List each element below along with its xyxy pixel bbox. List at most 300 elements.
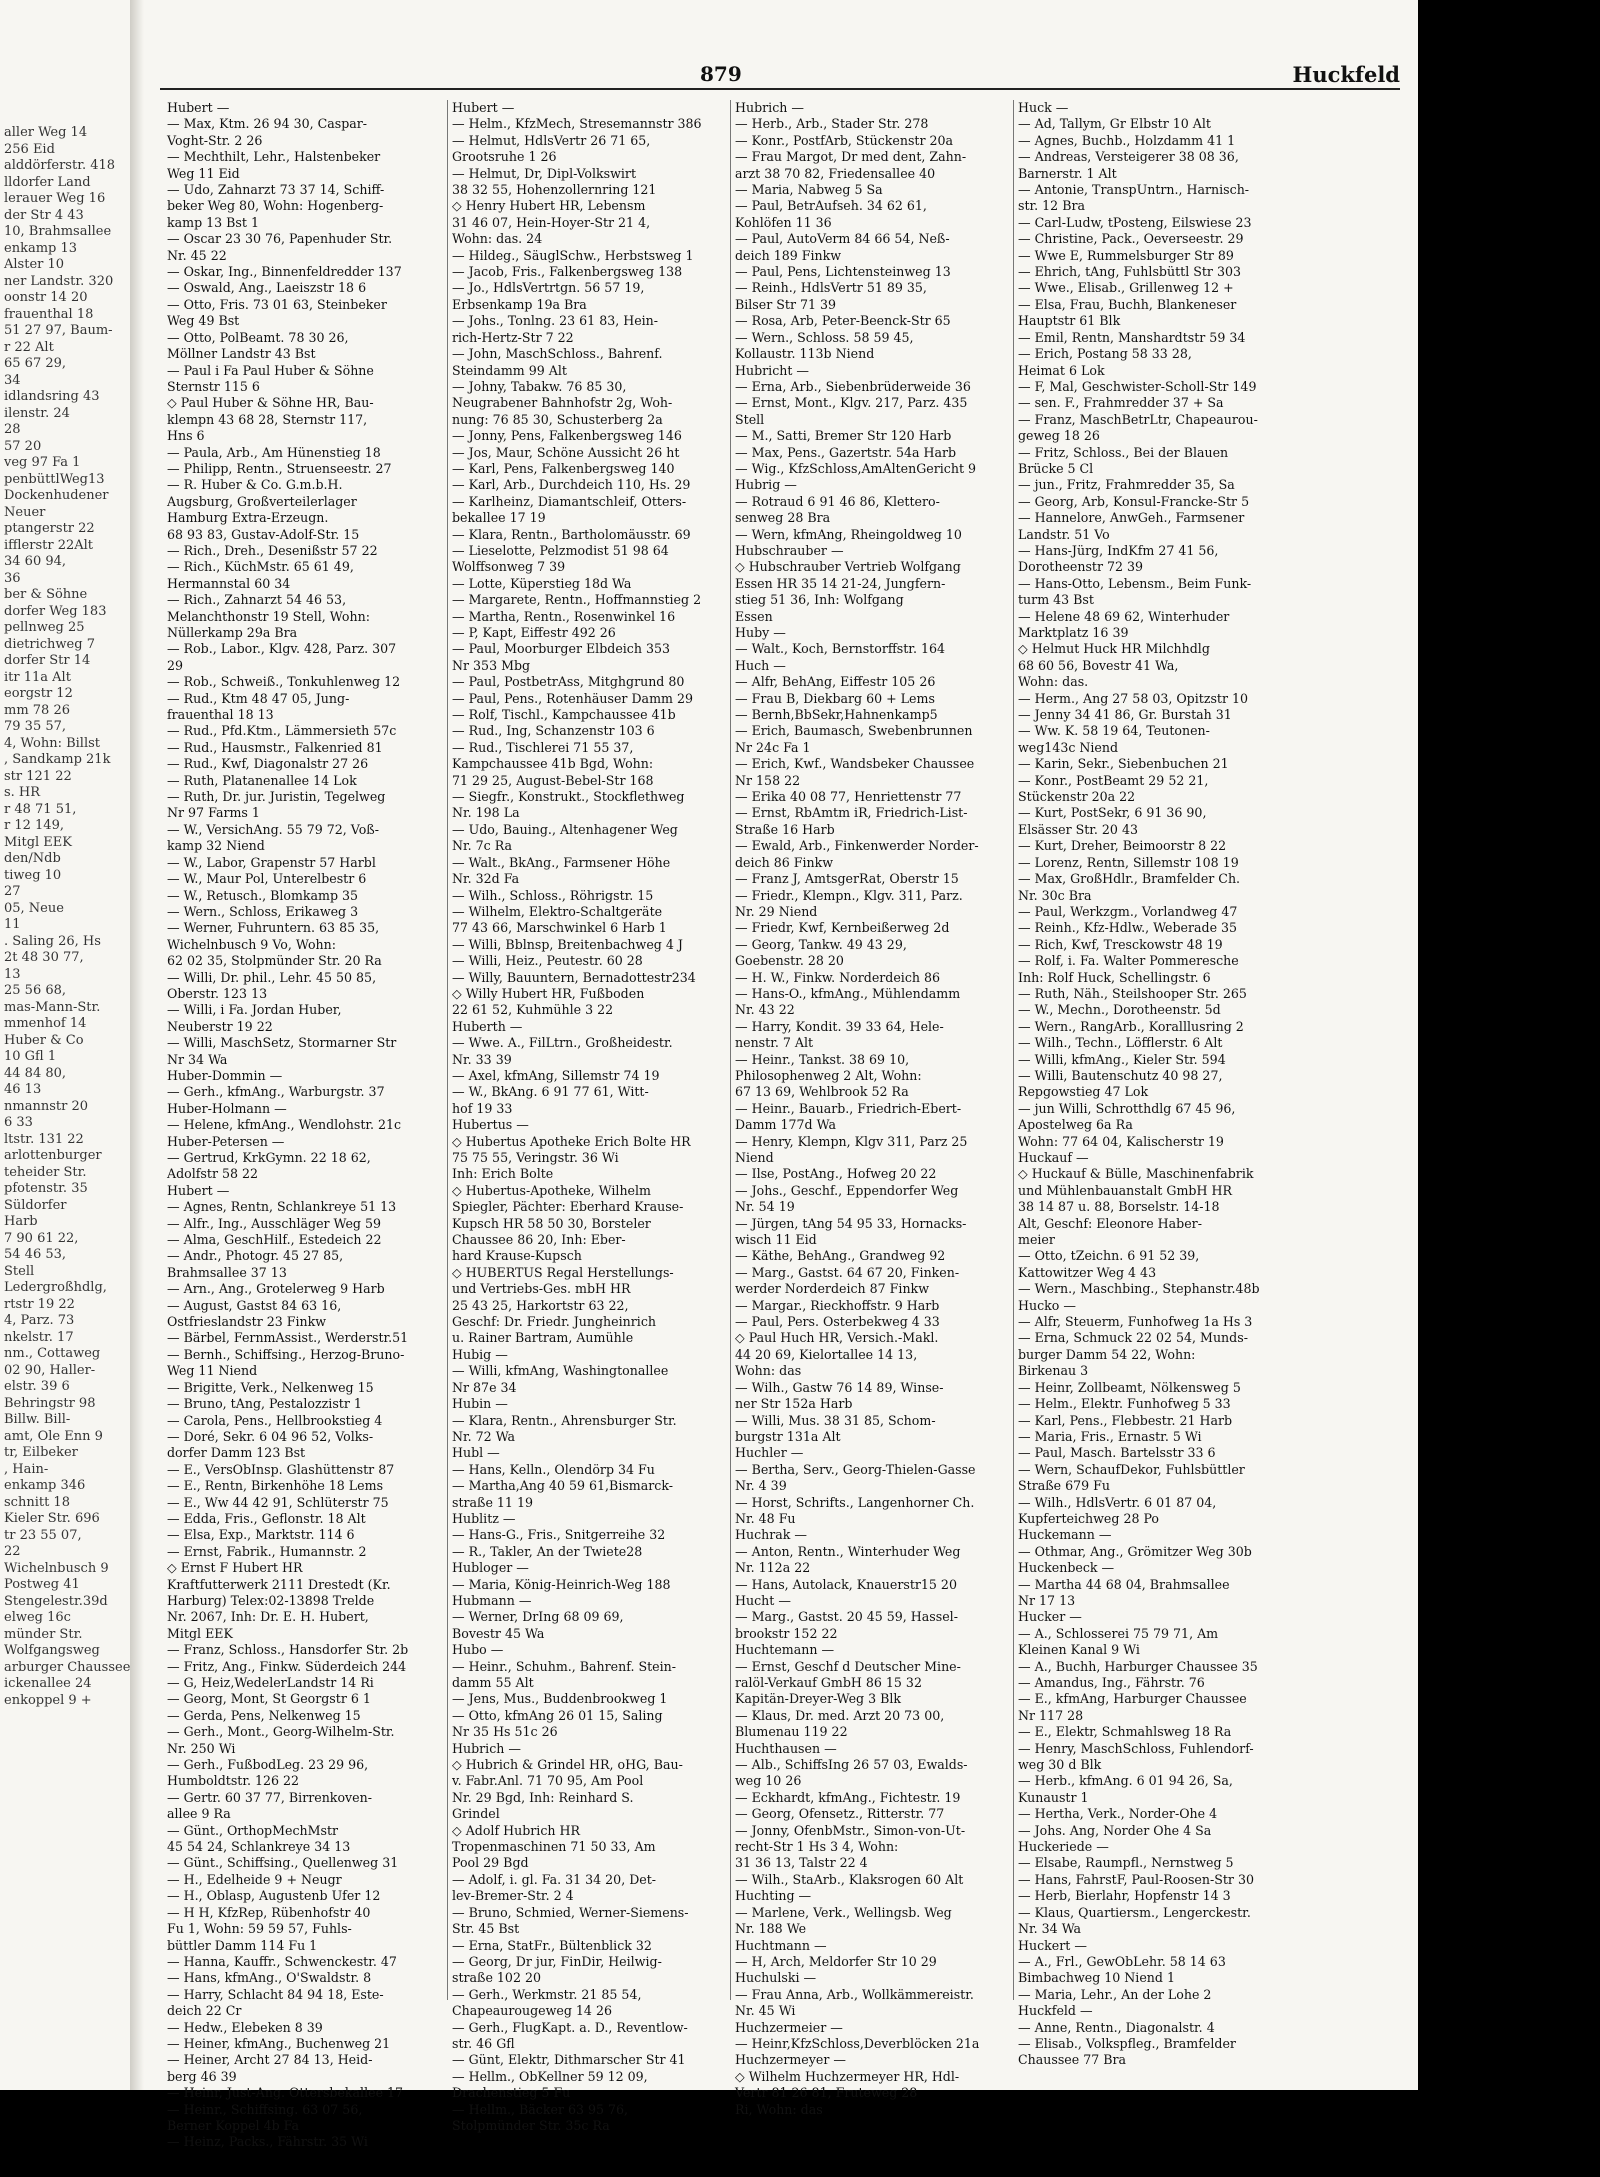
listing-line: — Willi, Bblnsp, Breitenbachweg 4 J [452,936,683,952]
listing-line: — Johs. Ang, Norder Ohe 4 Sa [1018,1822,1212,1838]
listing-line: Dorotheenstr 72 39 [1018,559,1144,575]
listing-line: Kraftfutterwerk 2111 Drestedt (Kr. [167,1576,391,1592]
listing-line: — Paul, Pers. Osterbekweg 4 33 [735,1314,940,1330]
listing-line: — Anne, Rentn., Diagonalstr. 4 [1018,2019,1215,2035]
fragment-line: 79 35 57, [4,719,67,734]
listing-line: — G, Heiz,WedelerLandstr 14 Ri [167,1675,374,1690]
listing-line: Nr. 45 Wi [735,2003,796,2019]
listing-line: — Georg, Arb, Konsul-Francke-Str 5 [1018,493,1250,509]
listing-line: — Hans-O., kfmAng., Mühlendamm [735,985,961,1001]
listing-line: Wohn: das. [1018,674,1089,690]
listing-line: büttler Damm 114 Fu 1 [167,1937,318,1953]
listing-line: — R., Takler, An der Twiete28 [452,1543,643,1559]
listing-line: — Martha, Rentn., Rosenwinkel 16 [452,608,676,624]
listing-line: — Bertha, Serv., Georg-Thielen-Gasse [735,1461,976,1477]
listing-line: Oberstr. 123 13 [167,985,268,1001]
listing-line: — Wilh., StaArb., Klaksrogen 60 Alt [735,1871,964,1887]
listing-line: — Bärbel, FernmAssist., Werderstr.51 [167,1330,409,1346]
listing-line: — Ernst, Geschf d Deutscher Mine- [735,1658,961,1674]
listing-line: — Willi, i Fa. Jordan Huber, [167,1002,342,1018]
listing-line: — Brigitte, Verk., Nelkenweg 15 [167,1379,374,1395]
listing-line: Hubrich — [735,100,804,115]
listing-line: Weg 11 Eid [167,165,240,181]
listing-line: Nr. 198 La [452,805,520,821]
fragment-line: mm 78 26 [4,702,71,718]
directory-column-3 [730,100,1011,2117]
fragment-line: enkoppel 9 + [4,1692,92,1708]
listing-line: — Maria, König-Heinrich-Weg 188 [452,1576,671,1592]
listing-line: Huchler — [735,1445,804,1461]
listing-line: — Ww. K. 58 19 64, Teutonen- [1018,723,1210,739]
listing-line: — Georg, Dr jur, FinDir, Heilwig- [452,1953,662,1969]
listing-line: Nr 17 13 [1018,1592,1076,1608]
listing-line: — Rud., Tischlerei 71 55 37, [452,739,634,755]
listing-line: ◇ Henry Hubert HR, Lebensm [452,198,646,214]
listing-line: — A., Frl., GewObLehr. 58 14 63 [1018,1953,1226,1969]
listing-line: — Gertr. 60 37 77, Birrenkoven- [167,1789,372,1805]
listing-line: Nr. 32d Fa [452,871,520,887]
fragment-line: Postweg 41 [4,1577,80,1592]
listing-line: — Othmar, Ang., Grömitzer Weg 30b [1018,1543,1252,1559]
listing-line: Nr. 7c Ra [452,838,513,854]
listing-line: Nr. 188 We [735,1921,807,1937]
listing-line: Ostfrieslandstr 23 Finkw [167,1314,327,1330]
listing-line: — Wwe., Elisab., Grillenweg 12 + [1018,280,1234,296]
listing-line: — Otto, kfmAng 26 01 15, Saling [452,1707,663,1723]
fragment-line: r 12 149, [4,818,64,833]
listing-line: — Jens, Mus., Buddenbrookweg 1 [452,1691,668,1707]
listing-line: — Lorenz, Rentn, Sillemstr 108 19 [1018,854,1239,870]
listing-line: Hubricht — [735,362,810,378]
listing-line: Huby — [735,625,786,640]
fragment-line: . Saling 26, Hs [4,933,101,949]
listing-line: — Maria, Nabweg 5 Sa [735,182,883,198]
listing-line: Inh: Rolf Huck, Schellingstr. 6 [1018,969,1211,985]
listing-line: — Bernh,BbSekr,Hahnenkamp5 [735,707,938,723]
listing-line: Hns 6 [167,428,205,444]
listing-line: — Werner, DrIng 68 09 69, [452,1609,624,1625]
listing-line: — Erich, Baumasch, Swebenbrunnen [735,723,973,739]
listing-line: — E., Ww 44 42 91, Schlüterstr 75 [167,1494,389,1510]
listing-line: — Heiner, Archt 27 84 13, Heid- [167,2052,373,2068]
listing-line: — Amandus, Ing., Fährstr. 76 [1018,1675,1205,1690]
listing-line: — Hertha, Verk., Norder-Ohe 4 [1018,1806,1218,1822]
listing-line: — Willi, MaschSetz, Stormarner Str [167,1035,397,1051]
listing-line: — W., VersichAng. 55 79 72, Voß- [167,821,379,837]
listing-line: — Paula, Arb., Am Hünenstieg 18 [167,444,381,460]
listing-line: — Wern, kfmAng, Rheingoldweg 10 [735,526,962,542]
listing-line: weg143c Niend [1018,739,1119,755]
fragment-line: den/Ndb [4,851,61,866]
listing-line: — Wwe. A., FilLtrn., Großheidestr. [452,1035,673,1051]
fragment-line: , Sandkamp 21k [4,752,111,767]
listing-line: — Andreas, Versteigerer 38 08 36, [1018,149,1239,165]
listing-line: Hublitz — [452,1510,516,1526]
fragment-line: Ledergroßhdlg, [4,1280,107,1295]
listing-line: — Max, GroßHdlr., Bramfelder Ch. [1018,871,1241,887]
listing-line: — Paul, Pens., Rotenhäuser Damm 29 [452,690,693,706]
listing-line: — Rolf, i. Fa. Walter Pommeresche [1018,953,1239,969]
listing-line: — Erna, Schmuck 22 02 54, Munds- [1018,1330,1248,1346]
listing-line: 75 75 55, Veringstr. 36 Wi [452,1150,619,1165]
listing-line: — Georg, Mont, St Georgstr 6 1 [167,1691,371,1707]
fragment-line: 46 13 [4,1082,42,1097]
listing-line: — Franz, MaschBetrLtr, Chapeaurou- [1018,411,1258,427]
listing-line: Neuberstr 19 22 [167,1018,273,1034]
listing-line: — Christine, Pack., Oeverseestr. 29 [1018,231,1244,247]
listing-line: Kapitän-Dreyer-Weg 3 Blk [735,1691,902,1707]
fragment-line: arlottenburger [4,1148,102,1163]
listing-line: — P, Kapt, Eiffestr 492 26 [452,625,616,640]
fragment-line: 36 [4,570,21,586]
listing-line: — Rud., Kwf, Diagonalstr 27 26 [167,756,369,772]
fragment-line: dorfer Str 14 [4,653,91,668]
listing-line: ◇ Hubertus Apotheke Erich Bolte HR [452,1133,691,1149]
listing-line: — Jo., HdlsVertrtgn. 56 57 19, [452,280,645,296]
listing-line: — Otto, Fris. 73 01 63, Steinbeker [167,296,387,312]
listing-line: 25 43 25, Harkortstr 63 22, [452,1297,629,1313]
listing-line: Nr. 45 22 [167,247,227,263]
listing-line: Kunaustr 1 [1018,1789,1089,1805]
listing-line: — Hans-G., Fris., Snitgerreihe 32 [452,1527,666,1543]
listing-line: Bilser Str 71 39 [735,296,837,312]
fragment-line: 256 Eid [4,141,55,157]
listing-line: — Günt., Schiffsing., Quellenweg 31 [167,1855,399,1871]
fragment-line: ptangerstr 22 [4,521,95,536]
listing-line: — Hildeg., SäuglSchw., Herbstsweg 1 [452,247,694,263]
fragment-line: enkamp 13 [4,240,78,256]
listing-line: Hubrig — [735,477,797,493]
listing-line: — R. Huber & Co. G.m.b.H. [167,477,343,493]
listing-line: 31 36 13, Talstr 22 4 [735,1855,868,1871]
listing-line: — Paul, AutoVerm 84 66 54, Neß- [735,231,950,247]
listing-line: Berner Koppel 4b Fa [167,2117,300,2133]
listing-line: Nr. 48 Fu [735,1510,796,1526]
listing-line: — Maria, Fris., Ernastr. 5 Wi [1018,1428,1202,1444]
listing-line: — Heinr,KfzSchloss,Deverblöcken 21a [735,2035,980,2051]
listing-line: Kupsch HR 58 50 30, Borsteler [452,1215,651,1231]
listing-line: — Rich., KüchMstr. 65 61 49, [167,559,354,575]
listing-line: — Carola, Pens., Hellbrookstieg 4 [167,1412,383,1428]
page-number: 879 [700,62,742,86]
listing-line: — Andr., Photogr. 45 27 85, [167,1248,344,1264]
page-gutter [130,0,144,2090]
listing-line: 77 43 66, Marschwinkel 6 Harb 1 [452,920,667,936]
listing-line: Huck — [1018,100,1069,115]
listing-line: — Johs., Tonlng. 23 61 83, Hein- [452,313,659,329]
listing-line: Hubert — [167,1182,230,1198]
listing-line: Hubin — [452,1396,508,1412]
listing-line: — Franz J, AmtsgerRat, Oberstr 15 [735,871,959,887]
listing-line: — Karl, Arb., Durchdeich 110, Hs. 29 [452,477,691,493]
listing-line: — Heinr., Schuhm., Bahrenf. Stein- [452,1658,676,1674]
listing-line: — Adolf, i. gl. Fa. 31 34 20, Det- [452,1871,657,1887]
listing-line: ◇ Huckauf & Bülle, Maschinenfabrik [1018,1166,1254,1182]
listing-line: ◇ HUBERTUS Regal Herstellungs- [452,1264,674,1280]
listing-line: Chaussee 86 20, Inh: Eber- [452,1232,626,1248]
listing-line: 31 46 07, Hein-Hoyer-Str 21 4, [452,214,651,230]
fragment-line: Süldorfer [4,1197,67,1213]
listing-line: Brahmsallee 37 13 [167,1264,287,1280]
listing-line: 38 32 55, Hohenzollernring 121 [452,182,657,198]
listing-line: Grootsruhe 1 26 [452,149,557,165]
listing-line: Stückenstr 20a 22 [1018,789,1136,805]
listing-line: 38 14 87 u. 88, Borselstr. 14-18 [1018,1199,1220,1215]
listing-line: — Gerh., kfmAng., Warburgstr. 37 [167,1084,385,1100]
listing-line: kamp 32 Niend [167,838,265,854]
listing-line: — Helm., Elektr. Funhofweg 5 33 [1018,1396,1231,1412]
listing-line: — Johs., Geschf., Eppendorfer Weg [735,1182,959,1198]
fragment-line: teheider Str. [4,1164,87,1180]
fragment-line: Behringstr 98 [4,1395,96,1411]
fragment-line: nmannstr 20 [4,1098,88,1114]
listing-line: — Max, Pens., Gazertstr. 54a Harb [735,444,957,460]
listing-line: — Harry, Schlacht 84 94 18, Este- [167,1986,384,2002]
listing-line: — E., VersObInsp. Glashüttenstr 87 [167,1461,395,1477]
listing-line: Hubloger — [452,1560,529,1576]
listing-line: Huchzermeier — [735,2019,843,2035]
fragment-line: pfotenstr. 35 [4,1181,88,1196]
listing-line: — Reinh., HdlsVertr 51 89 35, [735,280,927,296]
listing-line: Sternstr 115 6 [167,378,260,394]
listing-line: Huber-Petersen — [167,1133,285,1149]
listing-line: — Otto, PolBeamt. 78 30 26, [167,329,349,345]
listing-line: werder Norderdeich 87 Finkw [735,1281,929,1297]
listing-line: Weg 11 Niend [167,1363,258,1379]
listing-line: Huckert — [1018,1937,1087,1953]
listing-line: — Frau Anna, Arb., Wollkämmereistr. [735,1986,974,2002]
listing-line: stieg 51 36, Inh: Wolfgang [735,592,904,608]
listing-line: deich 189 Finkw [735,247,842,263]
listing-line: — Fritz, Ang., Finkw. Süderdeich 244 [167,1658,407,1674]
listing-line: Humboldtstr. 126 22 [167,1773,300,1789]
listing-line: — Käthe, BehAng., Grandweg 92 [735,1248,946,1264]
listing-line: Nr. 4 39 [735,1478,787,1494]
listing-line: — Erna, StatFr., Bültenblick 32 [452,1937,652,1953]
listing-line: 22 61 52, Kuhmühle 3 22 [452,1002,614,1018]
listing-line: — Ewald, Arb., Finkenwerder Norder- [735,838,979,854]
fragment-line: , Hain- [4,1461,49,1477]
listing-line: Fu 1, Wohn: 59 59 57, Fuhls- [167,1921,352,1937]
listing-line: — Hanna, Kauffr., Schwenckestr. 47 [167,1953,397,1969]
fragment-line: pellnweg 25 [4,620,85,635]
listing-line: allee 9 Ra [167,1806,231,1822]
fragment-line: elweg 16c [4,1610,71,1625]
fragment-line: aller Weg 14 [4,125,88,140]
listing-line: — Willy, Bauuntern, Bernadottestr234 [452,969,696,985]
listing-line: — Alfr, Steuerm, Funhofweg 1a Hs 3 [1018,1314,1253,1330]
listing-line: — Rich., Zahnarzt 54 46 53, [167,592,347,608]
fragment-line: 10 Gfl 1 [4,1049,57,1064]
listing-line: ner Str 152a Harb [735,1396,853,1412]
listing-line: senweg 28 Bra [735,510,831,526]
listing-line: — Erich, Postang 58 33 28, [1018,346,1192,362]
fragment-line: elstr. 39 6 [4,1379,70,1394]
fragment-line: ifflerstr 22Alt [4,537,94,553]
fragment-line: ilenstr. 24 [4,405,70,421]
listing-line: — Henry, Klempn, Klgv 311, Parz 25 [735,1133,968,1149]
listing-line: kamp 13 Bst 1 [167,214,259,230]
listing-line: ralöl-Verkauf GmbH 86 15 32 [735,1675,922,1690]
running-head: Huckfeld [1292,62,1400,87]
listing-line: Huber-Holmann — [167,1100,287,1116]
listing-line: — Emil, Rentn, Manshardtstr 59 34 [1018,329,1246,345]
listing-line: — A., Schlosserei 75 79 71, Am [1018,1625,1219,1641]
fragment-line: tiweg 10 [4,867,62,883]
listing-line: — Doré, Sekr. 6 04 96 52, Volks- [167,1428,374,1444]
listing-line: — Hannelore, AnwGeh., Farmsener [1018,510,1245,526]
listing-line: — Jürgen, tAng 54 95 33, Hornacks- [735,1215,967,1231]
listing-line: — Horst, Schrifts., Langenhorner Ch. [735,1494,975,1510]
listing-line: Huchzermeyer — [735,2052,846,2068]
listing-line: Barnerstr. 1 Alt [1018,165,1117,181]
listing-line: — Elisab., Volkspfleg., Bramfelder [1018,2035,1236,2051]
listing-line: damm 55 Alt [452,1675,534,1690]
listing-line: — Jos, Maur, Schöne Aussicht 26 ht [452,444,680,460]
listing-line: — Martha,Ang 40 59 61,Bismarck- [452,1478,673,1494]
listing-line: — Harry, Kondit. 39 33 64, Hele- [735,1018,944,1034]
fragment-line: 05, Neue [4,900,64,916]
listing-line: Bimbachweg 10 Niend 1 [1018,1970,1175,1986]
fragment-line: tr, Eilbeker [4,1445,78,1460]
listing-line: — Gertrud, KrkGymn. 22 18 62, [167,1150,371,1165]
listing-line: — Hans-Jürg, IndKfm 27 41 56, [1018,542,1219,558]
listing-line: — Bruno, Schmied, Werner-Siemens- [452,1904,689,1920]
listing-line: — Klaus, Quartiersm., Lengerckestr. [1018,1904,1251,1920]
left-page-fragment [0,125,131,1709]
listing-line: — Rud., Ing, Schanzenstr 103 6 [452,723,655,739]
listing-line: weg 30 d Blk [1018,1757,1102,1773]
listing-line: Huckeriede — [1018,1839,1109,1855]
listing-line: Straße 679 Fu [1018,1478,1110,1494]
listing-line: — Heiner, kfmAng., Buchenweg 21 [167,2035,391,2051]
listing-line: — Elsa, Frau, Buchh, Blankeneser [1018,296,1237,312]
listing-line: — F, Mal, Geschwister-Scholl-Str 149 [1018,378,1257,394]
listing-line: — Paul, Werkzgm., Vorlandweg 47 [1018,903,1238,919]
listing-line: — Paul i Fa Paul Huber & Söhne [167,362,374,378]
listing-line: — Fritz, Schloss., Bei der Blauen [1018,444,1229,460]
listing-line: — Ilse, PostAng., Hofweg 20 22 [735,1166,937,1182]
listing-line: Repgowstieg 47 Lok [1018,1084,1149,1100]
fragment-line: 34 [4,372,21,388]
listing-line: ◇ Willy Hubert HR, Fußboden [452,985,645,1001]
listing-line: — W., BkAng. 6 91 77 61, Witt- [452,1084,649,1100]
listing-line: — Rich, Kwf, Tresckowstr 48 19 [1018,936,1223,952]
listing-line: — Rob., Labor., Klgv. 428, Parz. 307 [167,641,397,657]
directory-column-1 [163,100,443,2150]
listing-line: — Friedr, Kwf, Kernbeißerweg 2d [735,920,950,936]
fragment-line: arburger Chaussee [4,1659,131,1675]
listing-line: Str. 45 Bst [452,1921,520,1937]
listing-line: — Helm., KfzMech, Stresemannstr 386 [452,116,702,132]
listing-line: Hamburg Extra-Erzeugn. [167,510,329,526]
listing-line: recht-Str 1 Hs 3 4, Wohn: [735,1839,899,1855]
listing-line: — Willi, Mus. 38 31 85, Schom- [735,1412,936,1428]
listing-line: 45 54 24, Schlankreye 34 13 [167,1839,351,1855]
listing-line: und Mühlenbauanstalt GmbH HR [1018,1182,1232,1198]
fragment-line: tr 23 55 07, [4,1527,82,1543]
listing-line: Huckfeld — [1018,2003,1093,2019]
listing-line: — Paul, PostbetrAss, Mitghgrund 80 [452,674,685,690]
listing-line: — Hans, Kelln., Olendörp 34 Fu [452,1461,655,1477]
listing-line: Hubert — [452,100,515,115]
listing-line: — Paul, Pens, Lichtensteinweg 13 [735,264,951,280]
listing-line: — Udo, Bauing., Altenhagener Weg [452,821,678,837]
listing-line: — Alb., SchiffsIng 26 57 03, Ewalds- [735,1757,968,1773]
listing-line: — H H, KfzRep, Rübenhofstr 40 [167,1904,371,1920]
listing-line: v. Fabr.Anl. 71 70 95, Am Pool [452,1773,644,1789]
fragment-line: s. HR [4,785,41,800]
listing-line: — Günt., OrthopMechMstr [167,1822,339,1838]
listing-line: — Rud., Hausmstr., Falkenried 81 [167,739,383,755]
listing-line: — Kurt, PostSekr, 6 91 36 90, [1018,805,1207,821]
listing-line: — W., Maur Pol, Unterelbestr 6 [167,871,367,887]
listing-line: — Alfr, BehAng, Eiffestr 105 26 [735,674,936,690]
listing-line: rich-Hertz-Str 7 22 [452,329,574,345]
listing-line: — Martha 44 68 04, Brahmsallee [1018,1576,1230,1592]
listing-line: Stell [735,411,765,427]
fragment-line: penbüttlWeg13 [4,471,105,487]
listing-line: Elsässer Str. 20 43 [1018,821,1138,837]
listing-line: — Ernst, Mont., Klgv. 217, Parz. 435 [735,395,968,411]
listing-line: — Margarete, Rentn., Hoffmannstieg 2 [452,592,702,608]
directory-column-4 [1013,100,1294,2068]
listing-line: — Otto, tZeichn. 6 91 52 39, [1018,1248,1200,1264]
listing-line: — Ruth, Näh., Steilshooper Str. 265 [1018,985,1247,1001]
fragment-line: r 22 Alt [4,339,54,355]
fragment-line: mmenhof 14 [4,1016,87,1031]
fragment-line: ickenallee 24 [4,1676,92,1691]
listing-line: — Karl, Pens., Flebbestr. 21 Harb [1018,1412,1233,1428]
listing-line: Stolpmünder Str. 35c Ra [452,2117,610,2133]
listing-line: Nr 87e 34 [452,1379,517,1395]
listing-line: Weg 49 Bst [167,313,240,329]
listing-line: — Jonny, Pens, Falkenbergsweg 146 [452,428,682,444]
listing-line: — Günt, Elektr, Dithmarscher Str 41 [452,2052,686,2068]
listing-line: Hucker — [1018,1609,1082,1625]
listing-line: Apostelweg 6a Ra [1018,1117,1133,1133]
listing-line: — Siegfr., Konstrukt., Stockflethweg [452,789,685,805]
listing-line: berg 46 39 [167,2068,237,2084]
listing-line: Philosophenweg 2 Alt, Wohn: [735,1067,922,1083]
listing-line: Goebenstr. 28 20 [735,953,844,969]
listing-line: Hubert — [167,100,230,115]
fragment-line: dietrichweg 7 [4,636,95,652]
listing-line: — Rosa, Arb, Peter-Beenck-Str 65 [735,313,951,329]
listing-line: Landstr. 51 Vo [1018,526,1110,542]
listing-line: Wohn: 77 64 04, Kalischerstr 19 [1018,1133,1224,1149]
listing-line: — John, MaschSchloss., Bahrenf. [452,346,663,362]
listing-line: Wolffsonweg 7 39 [452,559,566,575]
listing-line: ◇ Wilhelm Huchzermeyer HR, Hdl- [735,2068,960,2084]
listing-line: — Georg, Tankw. 49 43 29, [735,936,907,952]
listing-line: — Max, Ktm. 26 94 30, Caspar- [167,116,368,132]
listing-line: Nr. 54 19 [735,1199,795,1215]
fragment-line: str 121 22 [4,768,72,784]
listing-line: — Willi, kfmAng., Kieler Str. 594 [1018,1051,1226,1067]
listing-line: Huckemann — [1018,1527,1112,1543]
listing-line: Tropenmaschinen 71 50 33, Am [452,1839,656,1855]
listing-line: — Agnes, Rentn, Schlankreye 51 13 [167,1199,397,1215]
listing-line: Wohn: das. 24 [452,231,543,247]
listing-line: 71 29 25, August-Bebel-Str 168 [452,772,654,788]
listing-line: ◇ Paul Huch HR, Versich.-Makl. [735,1330,939,1346]
listing-line: turm 43 Bst [1018,592,1094,608]
listing-line: Niend [735,1150,774,1165]
fragment-line: 11 [4,917,21,932]
listing-line: — Helene 48 69 62, Winterhuder [1018,608,1230,624]
listing-line: — Gerh., Mont., Georg-Wilhelm-Str. [167,1724,395,1740]
